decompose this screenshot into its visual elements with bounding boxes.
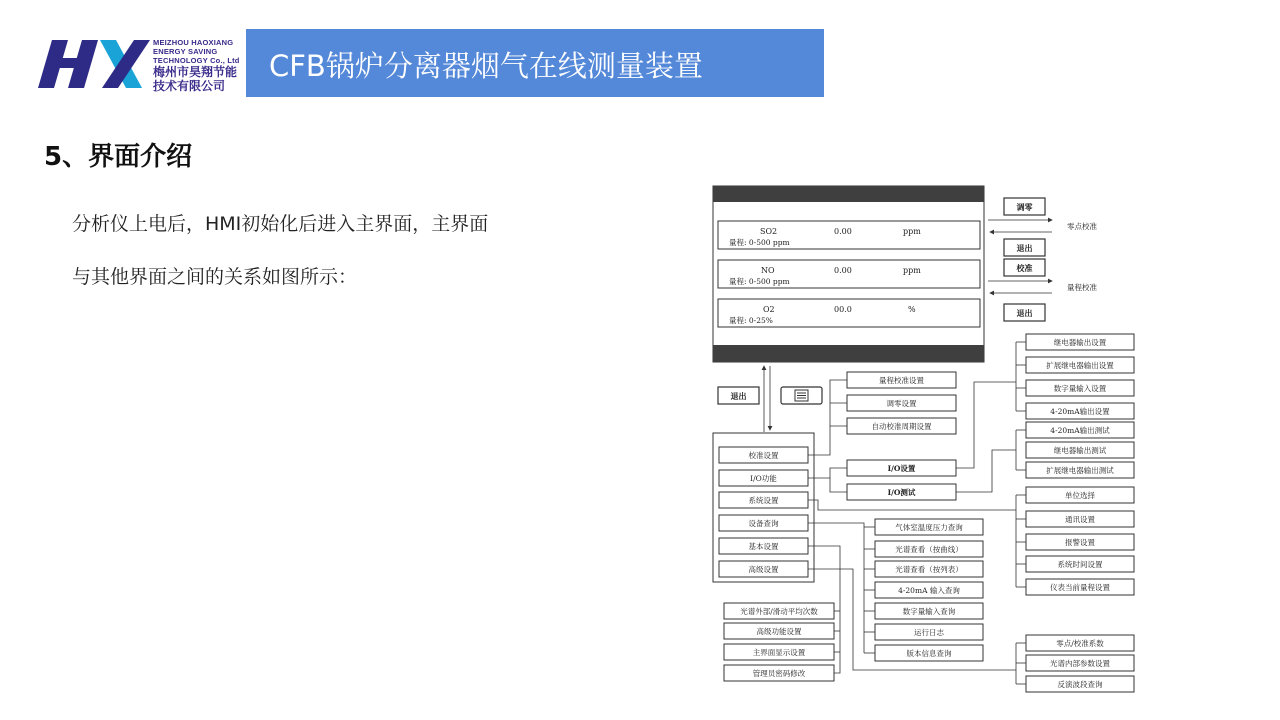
exit-button-1-label: 退出: [1016, 243, 1033, 253]
system-settings-list: [1026, 487, 1134, 595]
gas-name: SO2: [760, 227, 778, 236]
advanced-settings-list: [1026, 635, 1134, 692]
logo-cn-line2: 技术有限公司: [153, 79, 226, 93]
calibration-item-2[interactable]: [847, 395, 956, 411]
gas-value: 0.00: [834, 227, 852, 236]
device-query-item-5[interactable]: [875, 603, 983, 619]
calibration-item-label: 量程校准设置: [879, 376, 924, 385]
device-query-item-6[interactable]: [875, 624, 983, 640]
io-item-label: I/O设置: [887, 464, 916, 473]
menu-arrows: [764, 366, 770, 432]
hmi-interface-diagram: [690, 180, 1160, 700]
calibration-item-label: 调零设置: [886, 399, 917, 408]
io-setting-item-label: 4-20mA输出设置: [1050, 407, 1110, 416]
paragraph-line-2: 与其他界面之间的关系如图所示：: [72, 266, 358, 288]
main-menu-item-label: 系统设置: [748, 496, 779, 505]
logo-en-line2: ENERGY SAVING: [153, 47, 218, 56]
system-setting-item-3[interactable]: [1026, 534, 1134, 550]
basic-setting-item-4[interactable]: [724, 665, 834, 681]
io-setting-item-label: 扩展继电器输出设置: [1046, 361, 1114, 370]
logo-mark-icon: [38, 36, 150, 92]
basic-setting-item-label: 光谱外部/滑动平均次数: [740, 607, 818, 616]
io-setting-item-1[interactable]: [1026, 334, 1134, 350]
advanced-setting-item-label: 零点/校准系数: [1056, 639, 1104, 648]
device-query-item-label: 数字量输入查询: [902, 607, 956, 616]
span-cal-label: 量程校准: [1067, 283, 1097, 292]
device-query-item-label: 光谱查看（按列表）: [895, 565, 963, 574]
zero-button-label: 调零: [1016, 202, 1033, 212]
exit-button-bottom[interactable]: [718, 387, 759, 404]
io-test-item-label: 4-20mA输出测试: [1050, 426, 1110, 435]
company-logo: [38, 36, 243, 94]
gas-value: 00.0: [834, 305, 852, 314]
io-setting-item-4[interactable]: [1026, 403, 1134, 419]
system-setting-item-label: 报警设置: [1065, 538, 1095, 547]
system-setting-item-1[interactable]: [1026, 487, 1134, 503]
basic-setting-item-label: 主界面显示设置: [752, 648, 806, 657]
system-setting-item-label: 系统时间设置: [1057, 560, 1103, 569]
system-setting-item-4[interactable]: [1026, 556, 1134, 572]
device-query-list: [875, 519, 983, 661]
gas-unit: ppm: [903, 266, 921, 275]
device-query-item-label: 4-20mA 输入查询: [898, 586, 960, 595]
device-query-item-3[interactable]: [875, 561, 983, 577]
section-heading: 5、界面介绍: [44, 142, 193, 172]
logo-text: [153, 38, 240, 93]
io-test-item-label: 扩展继电器输出测试: [1046, 466, 1114, 475]
zero-cal-label: 零点校准: [1067, 222, 1097, 231]
advanced-setting-item-3[interactable]: [1026, 676, 1134, 692]
io-item-1[interactable]: [847, 460, 956, 476]
exit-button-1[interactable]: [1004, 239, 1045, 256]
main-menu-item-2[interactable]: [719, 470, 808, 486]
device-query-item-1[interactable]: [875, 519, 983, 535]
basic-setting-item-3[interactable]: [724, 644, 834, 660]
exit-button-2-label: 退出: [1016, 308, 1033, 318]
system-setting-item-label: 仪表当前量程设置: [1050, 583, 1110, 592]
gas-range: 量程: 0-500 ppm: [729, 277, 790, 286]
io-setting-item-2[interactable]: [1026, 357, 1134, 373]
main-menu-item-label: 校准设置: [748, 451, 779, 460]
gas-value: 0.00: [834, 266, 852, 275]
gas-range: 量程: 0-25%: [729, 316, 773, 325]
advanced-setting-item-1[interactable]: [1026, 635, 1134, 651]
io-setting-item-label: 数字量输入设置: [1053, 384, 1107, 393]
io-settings-list: [1026, 334, 1134, 419]
main-menu-item-label: 基本设置: [748, 542, 779, 551]
logo-cn-line1: 梅州市昊翔节能: [153, 65, 238, 79]
reading-row-no: [718, 260, 980, 288]
zero-button[interactable]: [1004, 198, 1045, 215]
main-menu-item-5[interactable]: [719, 538, 808, 554]
main-menu-item-3[interactable]: [719, 492, 808, 508]
basic-setting-item-label: 高级功能设置: [756, 627, 802, 636]
calibration-submenu: [847, 372, 956, 434]
gas-name: O2: [763, 305, 775, 314]
reading-row-so2: [718, 221, 980, 249]
title-bar: [246, 29, 824, 97]
device-query-item-4[interactable]: [875, 582, 983, 598]
exit-button-2[interactable]: [1004, 304, 1045, 321]
basic-settings-list: [724, 603, 834, 681]
page-title: CFB锅炉分离器烟气在线测量装置: [269, 49, 703, 83]
basic-setting-item-label: 管理员密码修改: [752, 669, 806, 678]
io-setting-item-3[interactable]: [1026, 380, 1134, 396]
calibrate-button[interactable]: [1004, 259, 1045, 276]
io-item-2[interactable]: [847, 484, 956, 500]
main-menu-item-1[interactable]: [719, 447, 808, 463]
logo-en-line1: MEIZHOU HAOXIANG: [153, 38, 234, 47]
main-menu-item-label: I/O功能: [750, 474, 777, 483]
gas-name: NO: [761, 266, 775, 275]
device-query-item-2[interactable]: [875, 541, 983, 557]
gas-range: 量程: 0-500 ppm: [729, 238, 790, 247]
io-submenu: [847, 460, 956, 500]
device-query-item-label: 版本信息查询: [906, 649, 952, 658]
calibration-item-1[interactable]: [847, 372, 956, 388]
io-test-item-3[interactable]: [1026, 462, 1134, 478]
system-setting-item-2[interactable]: [1026, 511, 1134, 527]
advanced-setting-item-label: 光谱内部参数设置: [1050, 659, 1110, 668]
io-setting-item-label: 继电器输出设置: [1053, 338, 1107, 347]
basic-setting-item-1[interactable]: [724, 603, 834, 619]
device-query-item-7[interactable]: [875, 645, 983, 661]
io-test-item-label: 继电器输出测试: [1053, 446, 1107, 455]
system-setting-item-5[interactable]: [1026, 579, 1134, 595]
io-test-item-2[interactable]: [1026, 442, 1134, 458]
system-setting-item-label: 通讯设置: [1065, 515, 1095, 524]
io-item-label: I/O测试: [887, 488, 916, 497]
logo-en-line3: TECHNOLOGY Co., Ltd: [153, 56, 240, 65]
system-setting-item-label: 单位选择: [1065, 491, 1095, 500]
paragraph-line-1: 分析仪上电后，HMI初始化后进入主界面，主界面: [72, 213, 489, 235]
device-query-item-label: 光谱查看（按曲线）: [895, 545, 963, 554]
main-menu-item-4[interactable]: [719, 515, 808, 531]
device-query-item-label: 运行日志: [914, 628, 944, 637]
gas-unit: ppm: [903, 227, 921, 236]
advanced-setting-item-label: 反演波段查询: [1057, 680, 1103, 689]
io-tests-list: [1026, 422, 1134, 478]
menu-button[interactable]: [781, 387, 822, 404]
main-menu-item-label: 设备查询: [748, 519, 779, 528]
gas-unit: %: [908, 305, 916, 314]
calibration-item-3[interactable]: [847, 418, 956, 434]
io-test-item-1[interactable]: [1026, 422, 1134, 438]
device-query-item-label: 气体室温度压力查询: [895, 523, 963, 532]
calibrate-button-label: 校准: [1016, 263, 1033, 273]
main-menu-item-6[interactable]: [719, 561, 808, 577]
reading-row-o2: [718, 299, 980, 327]
advanced-setting-item-2[interactable]: [1026, 655, 1134, 671]
main-menu-item-label: 高级设置: [748, 565, 779, 574]
basic-setting-item-2[interactable]: [724, 623, 834, 639]
calibration-item-label: 自动校准周期设置: [871, 422, 932, 431]
exit-button-bottom-label: 退出: [730, 391, 747, 401]
